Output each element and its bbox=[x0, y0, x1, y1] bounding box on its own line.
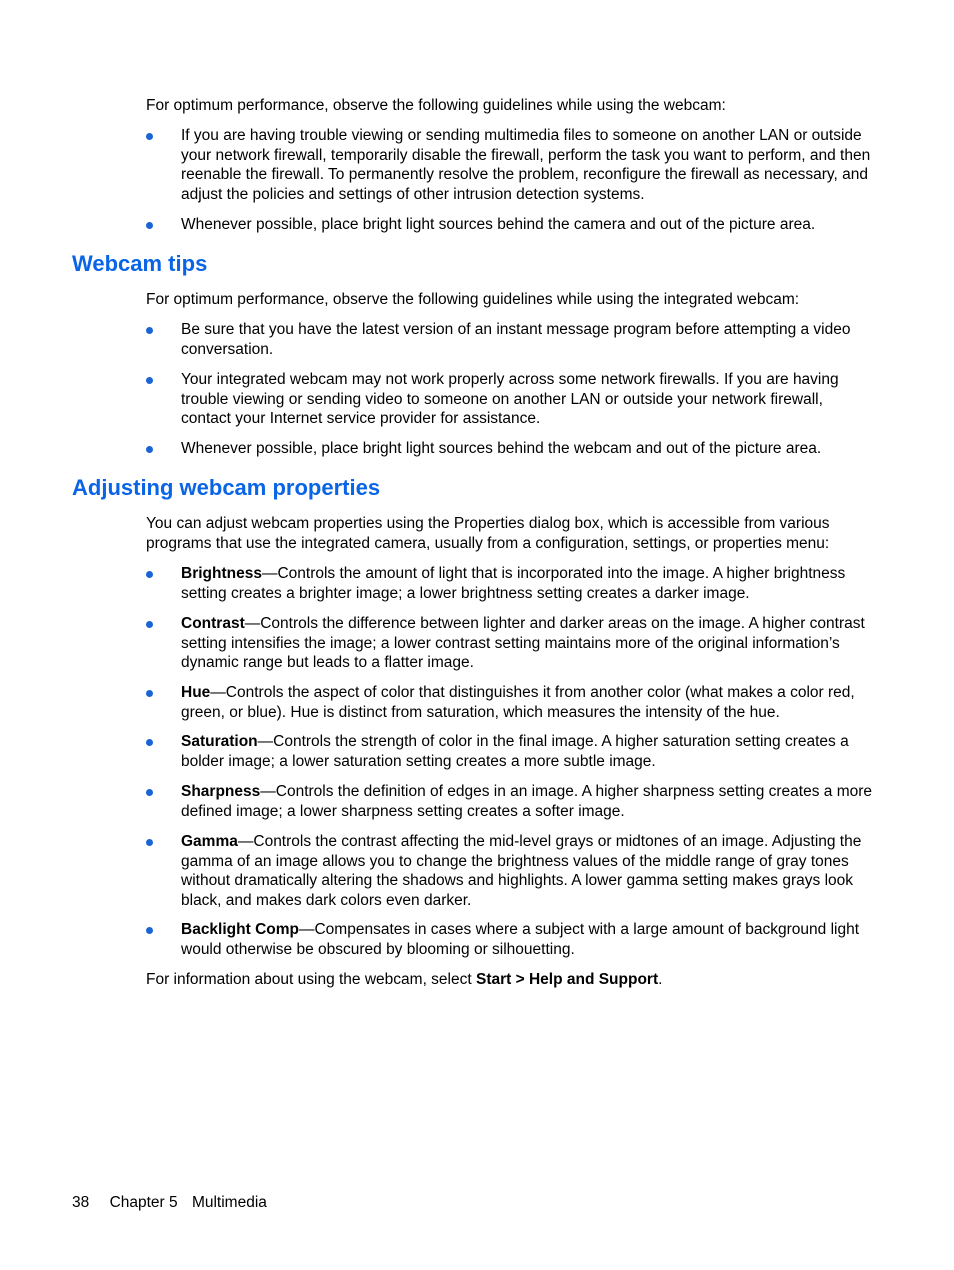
section-label: Multimedia bbox=[191, 1194, 267, 1211]
term-description: —Controls the amount of light that is incorporated into the image. A higher brightness setting creates a brighter image; a lower brightness setting creates a darker image. bbox=[181, 565, 846, 602]
term-contrast: Contrast bbox=[181, 615, 245, 632]
help-path: Start > Help and Support bbox=[475, 971, 659, 988]
bullet-icon bbox=[146, 222, 153, 229]
list-item-text: Whenever possible, place bright light sources behind the camera and out of the picture area. bbox=[181, 216, 816, 233]
list-item-text: Whenever possible, place bright light sources behind the webcam and out of the picture area. bbox=[181, 440, 822, 457]
list-item-text bbox=[181, 683, 876, 722]
bullet-icon bbox=[146, 446, 153, 453]
webcam-tips-intro: For optimum performance, observe the following guidelines while using the integrated webcam: bbox=[146, 291, 800, 308]
intro-paragraph: For optimum performance, observe the following guidelines while using the webcam: bbox=[146, 97, 726, 114]
bullet-icon bbox=[146, 377, 153, 384]
page-footer bbox=[72, 1193, 267, 1213]
term-description: —Controls the difference between lighter and darker areas on the image. A higher contrast setting intensifies the image; a lower contrast setting maintains more of the original information’s dynamic range but leads to a flatter image. bbox=[181, 615, 865, 671]
bullet-icon bbox=[146, 739, 153, 746]
list-item-text: Your integrated webcam may not work properly across some network firewalls. If you are having trouble viewing or sending video to someone on another LAN or outside your network firewall, contact your Internet service provider for assistance. bbox=[181, 371, 839, 427]
term-description: —Compensates in cases where a subject with a large amount of background light would otherwise be obscured by blooming or silhouetting. bbox=[181, 921, 860, 958]
term-saturation: Saturation bbox=[181, 733, 258, 750]
list-item-text: If you are having trouble viewing or sending multimedia files to someone on another LAN or outside your network firewall, temporarily disable the firewall, perform the task you want to perform, and then reenable the firewall. To permanently resolve the problem, reconfigure the firewall as necessary, and adjust the policies and settings of other intrusion detection systems. bbox=[181, 127, 871, 203]
term-brightness: Brightness bbox=[181, 565, 262, 582]
page-number: 38 bbox=[72, 1194, 90, 1211]
adjusting-properties-heading: Adjusting webcam properties bbox=[72, 475, 381, 500]
list-item-text: Be sure that you have the latest version of an instant message program before attempting a video conversation. bbox=[181, 321, 851, 358]
term-description: —Controls the definition of edges in an image. A higher sharpness setting creates a more defined image; a lower sharpness setting creates a softer image. bbox=[181, 783, 873, 820]
term-description: —Controls the contrast affecting the mid-level grays or midtones of an image. Adjusting the gamma of an image allows you to change the brightness values of the middle range of gray tones without dramatically altering the shadows and highlights. A lower gamma setting makes grays look black, and makes dark colors even darker. bbox=[181, 833, 862, 909]
list-item-text bbox=[181, 732, 876, 771]
help-paragraph bbox=[146, 970, 876, 990]
list-item-text bbox=[181, 564, 876, 603]
webcam-tips-heading: Webcam tips bbox=[72, 251, 208, 276]
list-item-text bbox=[181, 832, 876, 910]
bullet-icon bbox=[146, 621, 153, 628]
bullet-icon bbox=[146, 571, 153, 578]
list-item-text bbox=[181, 782, 876, 821]
bullet-icon bbox=[146, 927, 153, 934]
list-item-text bbox=[181, 614, 876, 673]
term-sharpness: Sharpness bbox=[181, 783, 261, 800]
help-suffix: . bbox=[658, 971, 663, 988]
bullet-icon bbox=[146, 327, 153, 334]
term-description: —Controls the strength of color in the final image. A higher saturation setting creates a bolder image; a lower saturation setting creates a more subtle image. bbox=[181, 733, 849, 770]
term-description: —Controls the aspect of color that distinguishes it from another color (what makes a color red, green, or blue). Hue is distinct from saturation, which measures the intensity of the hue. bbox=[181, 684, 855, 721]
help-prefix: For information about using the webcam, select bbox=[146, 971, 476, 988]
bullet-icon bbox=[146, 690, 153, 697]
bullet-icon bbox=[146, 133, 153, 140]
bullet-icon bbox=[146, 789, 153, 796]
list-item-text bbox=[181, 920, 876, 959]
adjusting-intro: You can adjust webcam properties using the Properties dialog box, which is accessible from various programs that use the integrated camera, usually from a configuration, settings, or properties menu: bbox=[146, 515, 830, 552]
term-backlight-comp: Backlight Comp bbox=[181, 921, 299, 938]
term-gamma: Gamma bbox=[181, 833, 238, 850]
chapter-label: Chapter 5 bbox=[109, 1194, 178, 1211]
bullet-icon bbox=[146, 839, 153, 846]
term-hue: Hue bbox=[181, 684, 211, 701]
